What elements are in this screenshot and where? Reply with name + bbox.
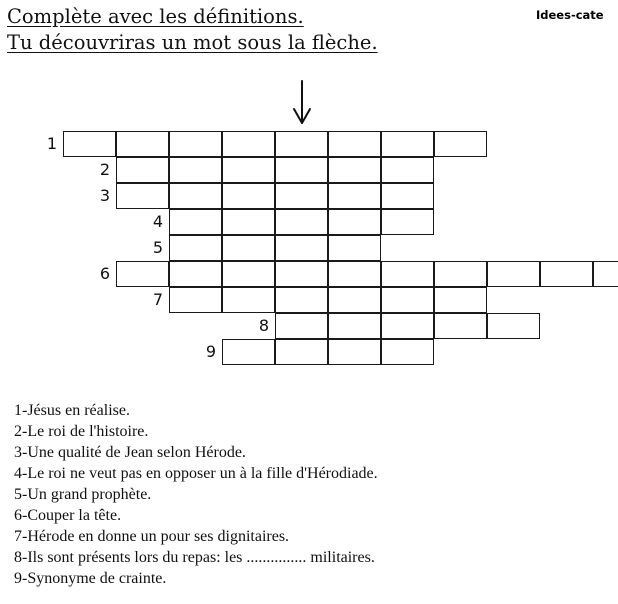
worksheet-title-line-2: Tu découvriras un mot sous la flèche. [7,31,378,54]
crossword-cell[interactable] [275,261,328,287]
crossword-cell[interactable] [275,287,328,313]
crossword-cell[interactable] [434,287,487,313]
crossword-cell[interactable] [169,209,222,235]
crossword-cell[interactable] [381,339,434,365]
crossword-cell[interactable] [434,313,487,339]
crossword-cell[interactable] [487,261,540,287]
crossword-cell[interactable] [169,261,222,287]
crossword-cell[interactable] [487,313,540,339]
crossword-cell[interactable] [222,235,275,261]
crossword-cell[interactable] [222,183,275,209]
crossword-cell[interactable] [328,287,381,313]
crossword-cell[interactable] [381,209,434,235]
clue-item: 3-Une qualité de Jean selon Hérode. [14,444,246,461]
crossword-cell[interactable] [275,235,328,261]
row-number-7: 7 [152,290,163,309]
crossword-cell[interactable] [275,339,328,365]
crossword-cell[interactable] [222,339,275,365]
crossword-cell[interactable] [381,157,434,183]
crossword-cell[interactable] [381,287,434,313]
row-number-4: 4 [152,212,163,231]
crossword-cell[interactable] [116,131,169,157]
crossword-cell[interactable] [540,261,593,287]
crossword-cell[interactable] [169,235,222,261]
row-number-6: 6 [99,264,110,283]
crossword-cell[interactable] [328,313,381,339]
crossword-cell[interactable] [222,287,275,313]
crossword-cell[interactable] [169,287,222,313]
crossword-cell[interactable] [169,157,222,183]
crossword-cell[interactable] [222,261,275,287]
crossword-cell[interactable] [328,339,381,365]
clue-item: 6-Couper la tête. [14,507,122,524]
crossword-cell[interactable] [275,131,328,157]
crossword-cell[interactable] [328,261,381,287]
crossword-cell[interactable] [222,209,275,235]
crossword-cell[interactable] [328,131,381,157]
clue-list [14,400,378,589]
row-number-1: 1 [46,134,57,153]
crossword-cell[interactable] [275,313,328,339]
crossword-cell[interactable] [275,209,328,235]
crossword-cell[interactable] [328,157,381,183]
crossword-cell[interactable] [116,157,169,183]
row-number-8: 8 [258,316,269,335]
crossword-cell[interactable] [593,261,618,287]
clue-item: 7-Hérode en donne un pour ses dignitaires. [14,528,290,545]
crossword-cell[interactable] [222,157,275,183]
crossword-cell[interactable] [328,183,381,209]
row-number-5: 5 [152,238,163,257]
crossword-cell[interactable] [222,131,275,157]
crossword-cell[interactable] [381,131,434,157]
crossword-cell[interactable] [434,261,487,287]
crossword-cell[interactable] [381,313,434,339]
crossword-cell[interactable] [275,157,328,183]
crossword-cell[interactable] [275,183,328,209]
crossword-cell[interactable] [169,183,222,209]
crossword-cell[interactable] [381,261,434,287]
crossword-cell[interactable] [434,131,487,157]
clue-item: 4-Le roi ne veut pas en opposer un à la fille d'Hérodiade. [14,465,378,482]
clue-item: 5-Un grand prophète. [14,486,152,503]
crossword-cell[interactable] [328,235,381,261]
clue-item: 9-Synonyme de crainte. [14,570,167,587]
worksheet-title-line-1: Complète avec les définitions. [7,5,304,28]
crossword-cell[interactable] [116,183,169,209]
crossword-cell[interactable] [381,183,434,209]
row-number-2: 2 [99,160,110,179]
crossword-cell[interactable] [63,131,116,157]
brand-logo-text: Idees-cate [536,8,604,22]
clue-item: 2-Le roi de l'histoire. [14,423,149,440]
clue-item: 8-Ils sont présents lors du repas: les ............... militaires. [14,549,375,566]
clue-item: 1-Jésus en réalise. [14,402,130,419]
row-number-9: 9 [205,342,216,361]
row-number-3: 3 [99,186,110,205]
crossword-cell[interactable] [116,261,169,287]
crossword-cell[interactable] [169,131,222,157]
crossword-cell[interactable] [328,209,381,235]
